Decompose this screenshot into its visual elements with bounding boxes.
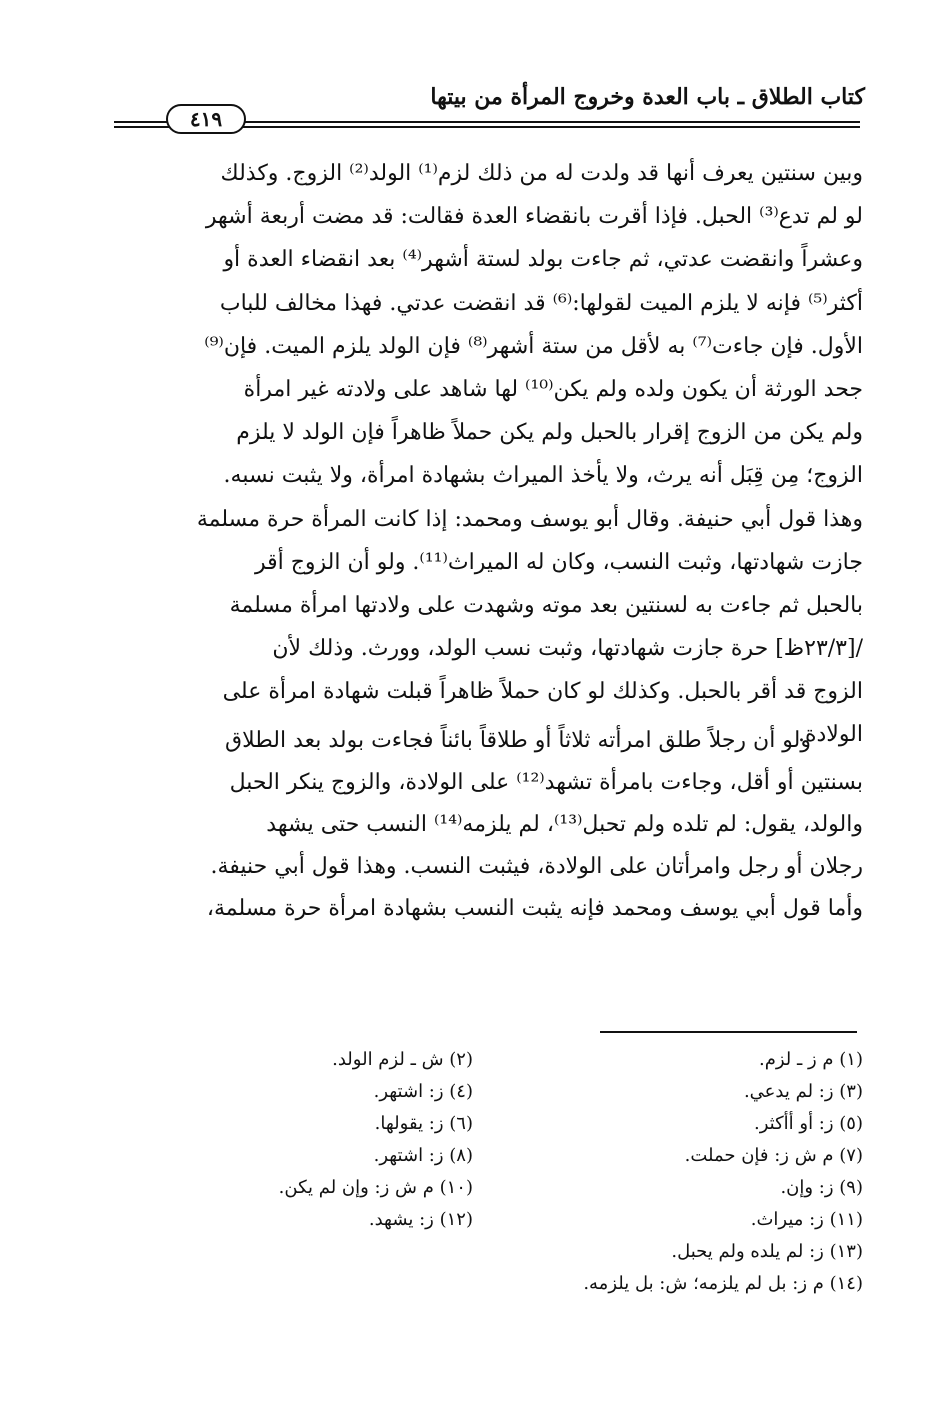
- text-line: جحد الورثة أن يكون ولده ولم يكن⁽¹⁰⁾ لها شاهد على ولادته غير امرأة: [243, 376, 863, 402]
- footnote: (٦) ز: يقولها.: [374, 1113, 473, 1134]
- footnotes-left-column: [83, 1044, 473, 1236]
- footnote: (٢) ش ـ لزم الولد.: [332, 1049, 473, 1070]
- footnote: (٩) ز: وإن.: [780, 1177, 863, 1198]
- footnote: (١١) ز: ميراث.: [750, 1209, 863, 1230]
- text-line: ولم يكن من الزوج إقرار بالحبل ولم يكن حملاً ظاهراً فإن الولد لا يلزم: [236, 420, 863, 446]
- running-header-title: كتاب الطلاق ـ باب العدة وخروج المرأة من بيتها: [430, 84, 865, 110]
- footnote: (١٤) م ز: بل لم يلزمه؛ ش: بل يلزمه.: [583, 1273, 863, 1294]
- footnote: (٥) ز: أو أأكثر.: [754, 1113, 863, 1134]
- text-line: الولادة.: [797, 722, 863, 748]
- footnotes-right-column: [483, 1044, 863, 1300]
- text-line: الزوج قد أقر بالحبل. وكذلك لو كان حملاً ظاهراً قبلت شهادة امرأة على: [222, 679, 863, 705]
- text-line: وأما قول أبي يوسف ومحمد فإنه يثبت النسب بشهادة امرأة حرة مسلمة،: [206, 896, 863, 921]
- text-line: وعشراً وانقضت عدتي، ثم جاءت بولد لستة أشهر⁽⁴⁾ بعد انقضاء العدة أو: [223, 247, 863, 273]
- text-line: لو لم تدع⁽³⁾ الحبل. فإذا أقرت بانقضاء العدة فقالت: قد مضت أربعة أشهر: [205, 204, 863, 230]
- text-line: بالحبل ثم جاءت به لسنتين بعد موته وشهدت على ولادتها امرأة مسلمة: [229, 592, 863, 618]
- text-line: أكثر⁽⁵⁾ فإنه لا يلزم الميت لقولها:⁽⁶⁾ قد انقضت عدتي. فهذا مخالف للباب: [219, 290, 863, 316]
- footnote: (١٠) م ش ز: وإن لم يكن.: [278, 1177, 473, 1198]
- text-line: الزوج؛ مِن قِبَل أنه يرث، ولا يأخذ الميراث بشهادة امرأة، ولا يثبت نسبه.: [223, 463, 863, 489]
- text-line: ولو أن رجلاً طلق امرأته ثلاثاً أو طلاقاً بائناً فجاءت بولد بعد الطلاق: [225, 728, 811, 753]
- footnote: (١٢) ز: يشهد.: [368, 1209, 473, 1230]
- page-number: ٤١٩: [166, 104, 246, 134]
- text-line: والولد، يقول: لم تلده ولم تحبل⁽¹³⁾، لم يلزمه⁽¹⁴⁾ النسب حتى يشهد: [266, 812, 863, 837]
- text-line: /[٢٣/٣ظ] حرة جازت شهادتها، وثبت نسب الولد، وورث. وذلك لأن: [272, 636, 863, 662]
- text-line: رجلان أو رجل وامرأتان على الولادة، فيثبت النسب. وهذا قول أبي حنيفة.: [210, 854, 863, 879]
- text-line: وبين سنتين يعرف أنها قد ولدت له من ذلك لزم⁽¹⁾ الولد⁽²⁾ الزوج. وكذلك: [220, 161, 863, 186]
- text-line: الأول. فإن جاءت⁽⁷⁾ به لأقل من ستة أشهر⁽⁸⁾ فإن الولد يلزم الميت. فإن⁽⁹⁾: [204, 333, 863, 359]
- footnote: (١) م ز ـ لزم.: [758, 1049, 863, 1070]
- text-line: بسنتين أو أقل، وجاءت بامرأة تشهد⁽¹²⁾ على الولادة، والزوج ينكر الحبل: [229, 770, 863, 795]
- footnote: (٣) ز: لم يدعي.: [743, 1081, 863, 1102]
- footnote: (٨) ز: اشتهر.: [373, 1145, 473, 1166]
- footnote: (٤) ز: اشتهر.: [373, 1081, 473, 1102]
- footnote: (٧) م ش ز: فإن حملت.: [684, 1145, 863, 1166]
- footnote: (١٣) ز: لم يلده ولم يحبل.: [671, 1241, 863, 1262]
- text-line: جازت شهادتها، وثبت النسب، وكان له الميراث⁽¹¹⁾. ولو أن الزوج أقر: [254, 549, 863, 575]
- second-paragraph: [85, 720, 863, 930]
- text-line: وهذا قول أبي حنيفة. وقال أبو يوسف ومحمد: إذا كانت المرأة حرة مسلمة: [196, 506, 863, 532]
- footnote-separator: [600, 1031, 857, 1033]
- main-paragraph: [85, 152, 863, 757]
